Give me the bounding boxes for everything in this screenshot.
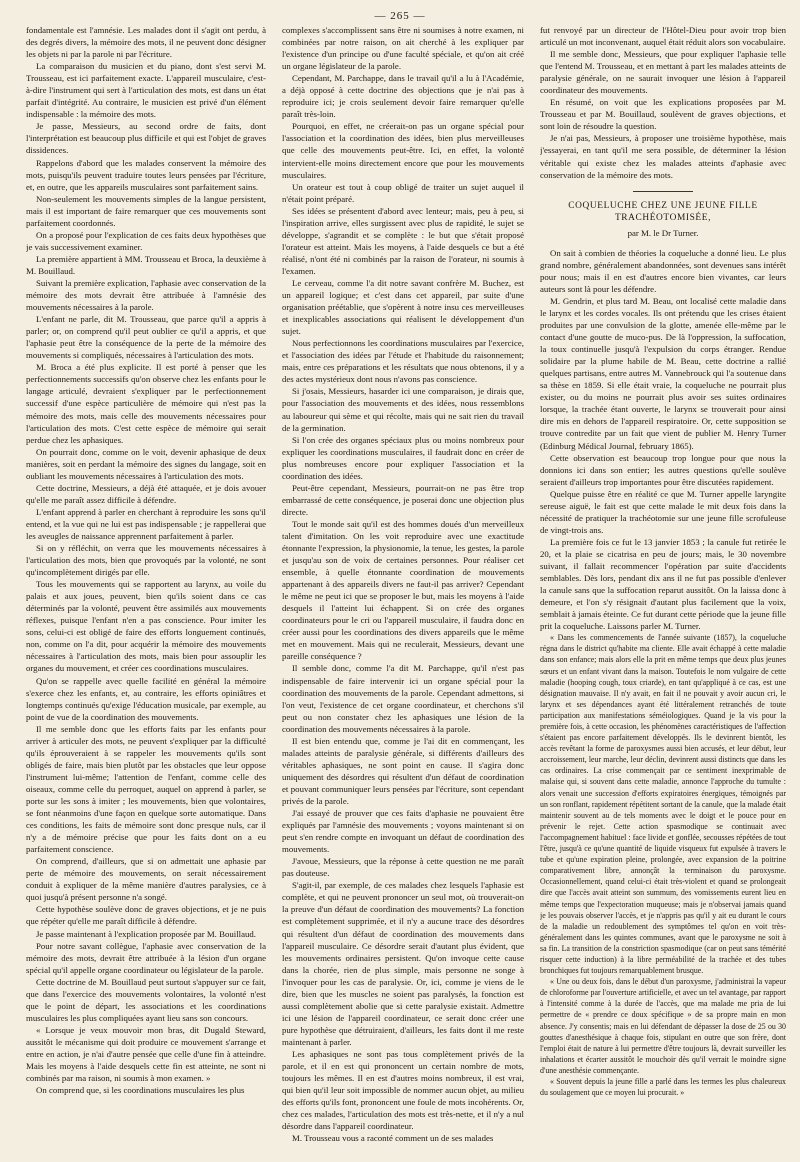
- paragraph: fondamentale est l'amnésie. Les malades dont il s'agit ont perdu, à des degrés divers, la mémoire des mots, il ne peuvent donc désigner les objets ni par la parole ni par l'écriture.: [26, 25, 266, 60]
- paragraph: S'agit-il, par exemple, de ces malades chez lesquels l'aphasie est complète, et qui ne peuvent prononcer un seul mot, où trouverait-on la preuve d'un défaut de coordination des mouvements? La fonction est complètement supprimée, et il n'y a aucune trace des désordres qui résultent d'un défaut de coordination des mouvements dans l'appareil musculaire. Ce désordre serait d'autant plus évident, que les mouvements ordinaires persistent. Qu'on invoque cette cause dans la chorée, rien de plus simple, mais personne ne songe à l'invoquer pour les cas de paralysie. Or, ici, comme je viens de le dire, bien que les muscles ne soient pas paralysés, la fonction est aussi complètement abolie que si cette paralysie existait. Admettre ici une lésion de l'appareil coordinateur, ce serait donc créer une pure hypothèse que détruiraient, d'ailleurs, les faits dont il me reste maintenant à parler.: [282, 880, 524, 1047]
- paragraph: Quelque puisse être en réalité ce que M. Turner appelle laryngite sereuse aiguë, le fait est que cette malade le mit deux fois dans la nécessité de pratiquer la trachéotomie sur une jeune fille scrofuleuse de vingt-trois ans.: [540, 488, 786, 535]
- paragraph: Je passe, Messieurs, au second ordre de faits, dont l'interprétation est beaucoup plus difficile et qui est l'objet de graves dissidences.: [26, 121, 266, 156]
- paragraph: « Une ou deux fois, dans le début d'un paroxysme, j'administrai la vapeur de chloroforme par l'ouverture artificielle, et avec un tel avantage, par rapport à l'intensité comme à la durée de l'accès, que ma malade me pria de lui permettre de « prendre ce doux spécifique » de sa propre main en mon absence. J'y consentis; mais en lui défendant de dépasser la dose de 25 ou 30 gouttes d'anesthésique à chaque fois, stipulant en outre que son frère, dont l'emploi était de nature à lui permettre d'être toujours là, devrait surveiller les inhalations et écarter aussitôt le mouchoir dès qu'il verrait le moindre signe d'une anesthésie commençante.: [540, 977, 786, 1075]
- paragraph: Non-seulement les mouvements simples de la langue persistent, mais il est important de faire remarquer que ces mouvements sont parfaitement coordonnés.: [26, 193, 266, 228]
- paragraph: Je n'ai pas, Messieurs, à proposer une troisième hypothèse, mais j'essayerai, en tant qu'il me sera possible, de déterminer la lésion véritable qui existe chez les malades atteints d'aphasie avec conservation de la mémoire des mots.: [540, 133, 786, 180]
- paragraph: On comprend que, si les coordinations musculaires les plus: [36, 1085, 245, 1096]
- paragraph: La première appartient à MM. Trousseau et Broca, la deuxième à M. Bouillaud.: [26, 253, 266, 276]
- paragraph: Cette doctrine de M. Bouillaud peut surtout s'appuyer sur ce fait, que dans l'exercice des mouvements volontaires, la volonté n'est que le point de départ, les associations et les coordinations musculaires les plus compliquées ayant lieu sans son concours.: [26, 976, 266, 1023]
- paragraph: Nous perfectionnons les coordinations musculaires par l'exercice, et l'association des idées par l'étude et l'habitude du raisonnement; mais, entre ces préparations et les résultats que nous obtenons, il y a des actes mystérieux dont nous n'avons pas conscience.: [282, 338, 524, 385]
- paragraph: Peut-être cependant, Messieurs, pourrait-on ne pas être trop embarrassé de cette conséquence, je poserai donc une objection plus directe.: [282, 482, 524, 517]
- paragraph: Ses idées se présentent d'abord avec lenteur; mais, peu à peu, si l'inspiration arrive, elles surgissent avec plus de rapidité, le sujet se développe, s'agrandit et se complète : le but que s'était proposé l'orateur est atteint. Mais les moyens, à l'aide desquels ce but a été réalisé, n'ont été ni combinés par la raison de l'orateur, ni soumis à l'examen.: [282, 205, 524, 276]
- paragraph: Si on y réfléchit, on verra que les mouvements nécessaires à l'articulation des mots, bien que provoqués par la volonté, ne sont qu'incomplètement dirigés par elle.: [26, 543, 266, 578]
- paragraph: On a proposé pour l'explication de ces faits deux hypothèses que je vais successivement examiner.: [26, 229, 266, 252]
- paragraph: complexes s'accomplissent sans être ni soumises à notre examen, ni combinées par notre raison, on ait cherché à les expliquer par l'existence d'un principe ou d'une faculté spéciale, et qu'on ait créé un organe législateur de la parole.: [282, 25, 524, 72]
- paragraph: Un orateur est tout à coup obligé de traiter un sujet auquel il n'était point préparé.: [282, 181, 524, 204]
- page-number: — 265 —: [374, 10, 426, 22]
- paragraph: fut renvoyé par un directeur de l'Hôtel-Dieu pour avoir trop bien articulé un mot inconvenant, auquel était réduit alors son vocabulaire.: [540, 25, 786, 48]
- column-right-body: [540, 247, 786, 1098]
- paragraph: On comprend, d'ailleurs, que si on admettait une aphasie par perte de mémoire des mouvements, on serait nécessairement conduit à expliquer de la même manière d'autres paralysies, ce à quoi jusqu'à présent personne n'a songé.: [26, 856, 266, 903]
- paragraph: Cette observation est beaucoup trop longue pour que nous la donnions ici dans son entier; les autres questions qu'elle soulève seraient d'ailleurs trop importantes pour être discutées rapidement.: [540, 452, 786, 487]
- paragraph: Cette hypothèse soulève donc de graves objections, et je ne puis que répéter qu'elle me paraît difficile à défendre.: [26, 904, 266, 927]
- column-left: [26, 24, 266, 1156]
- column-middle: [282, 24, 524, 1156]
- paragraph: La première fois ce fut le 13 janvier 1853 ; la canule fut retirée le 20, et la plaie se cicatrisa en peu de jours; mais, le 30 novembre suivant, il fallait recommencer l'opération par suite d'accidents semblables. Dès lors, pendant dix ans il ne fut pas possible d'enlever la canule sans que la suffocation reparut aussitôt. On la laissa donc à demeure, et l'on s'y résignait d'autant plus facilement que la voix, semblait à jamais éteinte. Ce fut durant cette période que la jeune fille prit la coqueluche. Laissons parler M. Turner.: [540, 536, 786, 632]
- paragraph: On sait à combien de théories la coqueluche a donné lieu. Le plus grand nombre, généralement abandonnées, sont devenues sans intérêt pour nous; mais il en est d'autres encore bien vivantes, car leurs auteurs sont là pour les défendre.: [540, 247, 786, 294]
- paragraph: Je passe maintenant à l'explication proposée par M. Bouillaud.: [36, 928, 256, 939]
- paragraph: Tout le monde sait qu'il est des hommes doués d'un merveilleux talent d'imitation. On les voit reproduire avec une exactitude étonnante l'expression, la physionomie, la tenue, les gestes, la parole et jusqu'au son de voix de certaines personnes. Pour réaliser cet ensemble, à quelle étonnante coordination de mouvements appartenant à des appareils divers ne faut-il pas arriver? Cependant le même ne peut ici que se proposer le but, mais les moyens à l'aide desquels il l'atteint lui échappent. Si on crée des organes coordinateurs pour le cri ou l'appareil musculaire, il faudra donc en créer aussi pour les coordinations des divers appareils que le même met en mouvement. Mais qui ne reculerait, Messieurs, devant une pareille conséquence ?: [282, 518, 524, 662]
- paragraph: M. Broca a été plus explicite. Il est porté à penser que les perfectionnements successifs qu'on observe chez les enfants pour le langage articulé, devraient s'expliquer par le perfectionnement successif d'une espèce particulière de mémoire qui n'est pas la mémoire des mots, mais celle des mouvements nécessaires pour l'articulation des mots. C'est cette espèce de mémoire qui serait perdue chez les aphasiques.: [26, 362, 266, 445]
- paragraph: M. Trousseau vous a raconté comment un de ses malades: [292, 1133, 494, 1144]
- column-right: [540, 24, 786, 1156]
- paragraph: Qu'on se rappelle avec quelle facilité en général la mémoire s'exerce chez les enfants, et, au contraire, les efforts opiniâtres et longtemps continués qu'exige l'éducation musicale, par exemple, au point de vue de la coordination des mouvements.: [26, 675, 266, 722]
- section-divider: [633, 191, 693, 192]
- paragraph: Pour notre savant collègue, l'aphasie avec conservation de la mémoire des mots, devrait être attribuée à la lésion d'un organe spécial qu'il appelle organe coordinateur ou législateur de la parole.: [26, 940, 266, 975]
- paragraph: J'ai essayé de prouver que ces faits d'aphasie ne pouvaient être expliqués par l'amnésie des mouvements ; voyons maintenant si on peut s'en rendre compte en invoquant un défaut de coordination des mouvements.: [282, 808, 524, 855]
- paragraph: Les aphasiques ne sont pas tous complètement privés de la parole, et il en est qui prononcent un certain nombre de mots, toujours les mêmes. Il en est d'autres moins nombreux, il est vrai, qui bien qu'il leur soit impossible de nommer aucun objet, au milieu des efforts qu'ils font, prononcent une foule de mots incohérents. Or, chez ces malades, l'articulation des mots est très-nette, et il n'y a nul désordre dans l'appareil coordinateur.: [282, 1048, 524, 1132]
- paragraph: Suivant la première explication, l'aphasie avec conservation de la mémoire des mots devrait être attribuée à l'amnésie des mouvements nécessaires à la parole.: [26, 277, 266, 313]
- paragraph: Le cerveau, comme l'a dit notre savant confrère M. Buchez, est un appareil logique; et c'est dans cet appareil, par suite d'une organisation préétablie, que s'opèrent à notre insu ces merveilleuses et inexplicables associations qui réalisent le développement d'un sujet.: [282, 277, 524, 337]
- paragraph: Cependant, M. Parchappe, dans le travail qu'il a lu à l'Académie, a déjà opposé à cette doctrine des objections que je n'ai pas à reproduire ici; je crois seulement devoir faire remarquer qu'elle paraît très-loin.: [282, 73, 524, 120]
- paragraph: L'enfant apprend à parler en cherchant à reproduire les sons qu'il entend, et la vue qui ne lui est pas indispensable ; je rappellerai que les aveugles de naissance apprennent parfaitement à parler.: [26, 506, 266, 541]
- column-right-intro: [540, 24, 786, 181]
- paragraph: L'enfant ne parle, dit M. Trousseau, que parce qu'il a appris à parler; or, on comprend qu'il peut oublier ce qu'il a appris, et que l'aphasie peut être la conséquence de la perte de la mémoire des mouvements si compliqués, nécessaires à l'articulation des mots.: [26, 314, 266, 361]
- paragraph: J'avoue, Messieurs, que la réponse à cette question ne me paraît pas douteuse.: [282, 856, 524, 879]
- paragraph: La comparaison du musicien et du piano, dont s'est servi M. Trousseau, est ici parfaitement exacte. L'appareil musculaire, c'est-à-dire l'instrument qui sert à l'articulation des mots, est dans un état parfait d'intégrité. Au contraire, le musicien est privé d'un élément indispensable : la mémoire des mots.: [26, 61, 266, 120]
- paragraph: On pourrait donc, comme on le voit, devenir aphasique de deux manières, soit en perdant la mémoire des signes du langage, soit en oubliant les mouvements nécessaires à l'articulation des mots.: [26, 446, 266, 481]
- section-title: COQUELUCHE CHEZ UNE JEUNE FILLE TRACHÉOTOMISÉE,: [568, 200, 758, 223]
- paragraph: M. Gendrin, et plus tard M. Beau, ont localisé cette maladie dans le larynx et les cordes vocales. Ils ont prétendu que les crises étaient produites par une convulsion de la glotte, amenée elle-même par le contact d'une goutte de muco-pus. De là l'oppression, la suffocation, la toux continuelle jusqu'à l'expulsion du corps étranger. Rendue solidaire par la plume habile de M. Beau, cette doctrine a rallié quelques partisans, entre autres M. Vannebrouck qui l'a soutenue dans sa thèse en 1859. Si elle était vraie, la coqueluche ne pourrait plus exister, ou du moins ne pourrait plus avoir ses suites ordinaires lorsque, la trachée étant ouverte, le larynx se trouverait pour ainsi dire mis en dehors de l'appareil respiratoire. Or, cette supposition se trouve contredite par un fait que vient de publier M. Henry Turner (Edinburg Médical Journal, february 1865).: [540, 295, 786, 451]
- paragraph: « Lorsque je veux mouvoir mon bras, dit Dugald Steward, aussitôt le mécanisme qui doit produire ce mouvement s'arrange et entre en action, je n'ai d'autre pensée que celle d'une fin à atteindre. Mais les moyens à l'aide desquels cette fin est atteinte, ne sont ni combinés par ma raison, ni soumis à mon examen. »: [26, 1024, 266, 1084]
- paragraph: Rappelons d'abord que les malades conservent la mémoire des mots, puisqu'ils peuvent traduire toutes leurs pensées par l'écriture, et, en outre, que les appareils musculaires sont parfaitement sains.: [26, 157, 266, 192]
- paragraph: Pourquoi, en effet, ne créerait-on pas un organe spécial pour l'association et la coordination des idées, bien plus merveilleuses que celle des mouvements peut-être. Ici, en effet, la volonté intervient-elle moins directement encore que pour les mouvements musculaires.: [282, 121, 524, 180]
- paragraph: Il semble donc, comme l'a dit M. Parchappe, qu'il n'est pas indispensable de faire intervenir ici un organe spécial pour la coordination des mouvements de la parole. Cependant admettons, si l'on veut, l'existence de cet organe coordinateur, et cherchons s'il peut ou non constater chez les aphasiques une lésion de la coordination des mouvements nécessaires à la parole.: [282, 663, 524, 734]
- paragraph: Tous les mouvements qui se rapportent au larynx, au voile du palais et aux joues, peuvent, bien qu'ils soient dans ce cas déterminés par la volonté, peuvent être assimilés aux mouvements réflexes, puisque l'enfant n'en a pas conscience. Pour imiter les sons, celui-ci est obligé de faire des efforts longuement continués, non, comme on l'a dit, pour acquérir la mémoire des mouvements nécessaires à l'articulation des mots, mais bien pour assouplir les organes du mouvement, et créer ces coordinations musculaires.: [26, 579, 266, 674]
- paragraph: « Dans les commencements de l'année suivante (1857), la coqueluche régna dans le district qu'habite ma cliente. Elle avait échappé à cette maladie dans son enfance; mais alors elle la prit en même temps que deux plus jeunes sœurs et un enfant vivant dans la maison. Toutefois le nom vulgaire de cette maladie (hooping cough, toux criarde), en tant qu'appliqué à ce cas, est une désignation mauvaise. Il n'y avait, en fait il ne pouvait y avoir aucun cri, le larynx et ses dépendances ayant été littéralement retranchés de toute participation aux manifestations séméiologiques. Quand je la vis pour la première fois, à cette occasion, les phénomènes caractéristiques de l'affection s'étaient pas encore parfaitement développés. Ils le devinrent bientôt, les accès revêtant la forme de paroxysmes aussi bien accusés, et leur début, leur accroissement, leur marche, leur déclin, devinrent aussi distincts que dans les cas ordinaires. La crise commençait par ce sentiment inexprimable de malaise qui, si souvent dans cette maladie, annonce l'approche du tumulte : alors venait une succession d'efforts expiratoires énergiques, témoignés par un son ronflant, rapidement répétitent sortant de la canule, que la malade était maintenir souvent au de tels moments avec le doigt et le pouce pour en prévenir le rejet. Cette action spasmodique se continuait avec l'accompagnement habituel : face livide et gonflée, secousses répétées de tout l'être, jusqu'à ce qu'une quantité de liquide visqueux fut expulsée à travers le tube et qu'une expiration pleine, prolongée, avec expansion de la poitrine comparativement libre, annonçât la terminaison du paroxysme. Occasionnellement, quand celui-ci était très-violent et quand se prolongeait dire que l'accès avait atteint son summum, des vomissements eurent lieu en même temps que l'expectoration muqueuse; mais je n'observai jamais quand je les pouvais observer l'accès, et je n'appris pas qu'il y ait eu durant le cours de la maladie un redoublement des symptômes tel qu'on en voit très-généralement dans les quintes communes, avant que le paroxysme ne soit à sa fin. La transition de la constriction spasmodique (car on peut sans témérité risquer cette induction) à la libre perméabilité de la trachée et des tubes bronchiques fut toujours remarquablement brusque.: [540, 633, 786, 976]
- paragraph: Il me semble donc, Messieurs, que pour expliquer l'aphasie telle que l'entend M. Trousseau, et en mettant à part les malades atteints de paralysie générale, on ne saurait invoquer une lésion à l'appareil coordinateur des mouvements.: [540, 49, 786, 96]
- paragraph: Si l'on crée des organes spéciaux plus ou moins nombreux pour expliquer les coordinations musculaires, il faudrait donc en créer de plus nombreuses encore pour expliquer l'association et la coordination des idées.: [282, 434, 524, 481]
- paragraph: Si j'osais, Messieurs, hasarder ici une comparaison, je dirais que, pour l'association des mouvements et des idées, nous ressemblons au laboureur qui sème et qui récolte, mais qui ne sait rien du travail de la germination.: [282, 386, 524, 433]
- paragraph: Il me semble donc que les efforts faits par les enfants pour arriver à articuler des mots, ne peuvent s'expliquer par la difficulté qu'ils éprouveraient à se rappeler les mouvements qu'ils sont obligés de faire, mais bien plutôt par les obstacles que leur oppose l'instrument lui-même; l'attention de l'enfant, comme celle des oiseaux, comme celle du perroquet, auquel on apprend à parler, se porte sur les sons à imiter ; les mouvements, bien que volontaires, se font néanmoins d'une façon en quelque sorte automatique. Dans ces conditions, les faits de mémoire sont donc presque nuls, car il n'y a de mémoire précise que pour les faits dont on a eu parfaitement conscience.: [26, 723, 266, 855]
- article-byline: par M. le Dr Turner.: [627, 227, 699, 238]
- paragraph: « Souvent depuis la jeune fille a parlé dans les termes les plus chaleureux du soulagement que ce moyen lui procurait. »: [540, 1077, 786, 1098]
- paragraph: En résumé, on voit que les explications proposées par M. Trousseau et par M. Bouillaud, soulèvent de graves objections, et sont loin de résoudre la question.: [540, 97, 786, 132]
- paragraph: Cette doctrine, Messieurs, a déjà été attaquée, et je dois avouer qu'elle me paraît assez difficile à défendre.: [26, 482, 266, 505]
- paragraph: Il est bien entendu que, comme je l'ai dit en commençant, les malades atteints de paralysie générale, si différents d'ailleurs des véritables aphasiques, ne sont point en cause. Il s'agira donc uniquement des désordres qui résultent d'un défaut de coordination et pouvant communiquer leurs pensées par l'écriture, sont cependant privés de la parole.: [282, 735, 524, 806]
